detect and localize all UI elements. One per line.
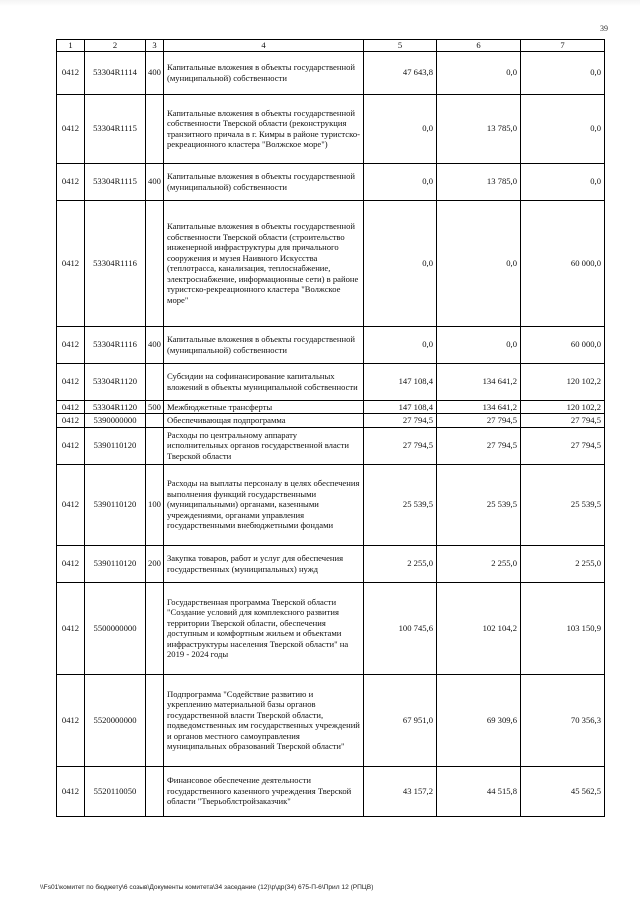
- amount-col-7: 2 255,0: [521, 545, 605, 582]
- amount-col-5: 47 643,8: [364, 51, 437, 94]
- row-name: Обеспечивающая подпрограмма: [164, 414, 364, 428]
- target-code: 5390110120: [85, 464, 146, 545]
- amount-col-5: 43 157,2: [364, 766, 437, 816]
- target-code: 53304R1115: [85, 163, 146, 200]
- amount-col-6: 44 515,8: [437, 766, 521, 816]
- table-row: [57, 363, 605, 400]
- section-code: 0412: [57, 94, 85, 163]
- amount-col-7: 45 562,5: [521, 766, 605, 816]
- amount-col-5: 67 951,0: [364, 674, 437, 766]
- amount-col-6: 134 641,2: [437, 363, 521, 400]
- target-code: 53304R1114: [85, 51, 146, 94]
- table-row: [57, 427, 605, 464]
- target-code: 53304R1116: [85, 326, 146, 363]
- footer-file-path: \\Fs01\комитет по бюджету\6 созыв\Документы комитета\34 заседание (12)\р\др(34) 675-П-6\Прил 12 (РПЦВ): [40, 884, 374, 891]
- row-name: Капитальные вложения в объекты государственной (муниципальной) собственности: [164, 163, 364, 200]
- amount-col-7: 120 102,2: [521, 400, 605, 414]
- amount-col-6: 13 785,0: [437, 94, 521, 163]
- section-code: 0412: [57, 674, 85, 766]
- amount-col-6: 69 309,6: [437, 674, 521, 766]
- amount-col-5: 0,0: [364, 163, 437, 200]
- expense-type: 400: [146, 163, 164, 200]
- amount-col-7: 25 539,5: [521, 464, 605, 545]
- row-name: Финансовое обеспечение деятельности государственного казенного учреждения Тверской области "Тверьоблстройзаказчик": [164, 766, 364, 816]
- section-code: 0412: [57, 427, 85, 464]
- row-name: Подпрограмма "Содействие развитию и укреплению материальной базы органов государственной власти Тверской области, подведомственных им государственных учреждений и органов местного самоуправления муниципальных образований Тверской области": [164, 674, 364, 766]
- section-code: 0412: [57, 545, 85, 582]
- amount-col-7: 120 102,2: [521, 363, 605, 400]
- header-cell: 6: [437, 40, 521, 52]
- row-name: Закупка товаров, работ и услуг для обеспечения государственных (муниципальных) нужд: [164, 545, 364, 582]
- expense-type: [146, 582, 164, 674]
- amount-col-5: 0,0: [364, 326, 437, 363]
- page-number: 39: [600, 24, 608, 33]
- amount-col-5: 0,0: [364, 200, 437, 326]
- amount-col-5: 147 108,4: [364, 363, 437, 400]
- expense-type: [146, 674, 164, 766]
- section-code: 0412: [57, 200, 85, 326]
- target-code: 53304R1120: [85, 400, 146, 414]
- amount-col-5: 0,0: [364, 94, 437, 163]
- amount-col-7: 0,0: [521, 51, 605, 94]
- amount-col-7: 27 794,5: [521, 427, 605, 464]
- section-code: 0412: [57, 766, 85, 816]
- expense-type: [146, 766, 164, 816]
- header-row: [57, 40, 605, 52]
- expense-type: 200: [146, 545, 164, 582]
- amount-col-7: 70 356,3: [521, 674, 605, 766]
- row-name: Межбюджетные трансферты: [164, 400, 364, 414]
- section-code: 0412: [57, 51, 85, 94]
- amount-col-7: 0,0: [521, 163, 605, 200]
- section-code: 0412: [57, 582, 85, 674]
- table-row: [57, 163, 605, 200]
- section-code: 0412: [57, 363, 85, 400]
- amount-col-5: 2 255,0: [364, 545, 437, 582]
- target-code: 5390110120: [85, 427, 146, 464]
- target-code: 5520000000: [85, 674, 146, 766]
- expense-type: [146, 414, 164, 428]
- amount-col-7: 60 000,0: [521, 326, 605, 363]
- amount-col-6: 2 255,0: [437, 545, 521, 582]
- table-row: [57, 400, 605, 414]
- expense-type: [146, 94, 164, 163]
- amount-col-6: 25 539,5: [437, 464, 521, 545]
- row-name: Субсидии на софинансирование капитальных вложений в объекты муниципальной собственности: [164, 363, 364, 400]
- amount-col-6: 13 785,0: [437, 163, 521, 200]
- header-cell: 2: [85, 40, 146, 52]
- amount-col-5: 27 794,5: [364, 427, 437, 464]
- row-name: Капитальные вложения в объекты государственной собственности Тверской области (строительство инженерной инфраструктуры для причального сооружения и музея Наивного Искусства (теплотрасса, канализация, теплоснабжение, электроснабжение, информационные сети) в районе туристско-рекреационного кластера "Волжское море": [164, 200, 364, 326]
- table-row: [57, 414, 605, 428]
- amount-col-6: 102 104,2: [437, 582, 521, 674]
- amount-col-5: 100 745,6: [364, 582, 437, 674]
- row-name: Государственная программа Тверской области "Создание условий для комплексного развития территории Тверской области, обеспечения доступным и комфортным жильем и объектами инфраструктуры населения Тверской области" на 2019 - 2024 годы: [164, 582, 364, 674]
- scan-edge: [0, 0, 640, 6]
- target-code: 5390110120: [85, 545, 146, 582]
- header-cell: 1: [57, 40, 85, 52]
- amount-col-7: 0,0: [521, 94, 605, 163]
- expense-type: 100: [146, 464, 164, 545]
- amount-col-6: 27 794,5: [437, 414, 521, 428]
- section-code: 0412: [57, 163, 85, 200]
- expense-type: 400: [146, 51, 164, 94]
- target-code: 53304R1116: [85, 200, 146, 326]
- section-code: 0412: [57, 326, 85, 363]
- row-name: Расходы по центральному аппарату исполнительных органов государственной власти Тверской области: [164, 427, 364, 464]
- target-code: 5390000000: [85, 414, 146, 428]
- section-code: 0412: [57, 400, 85, 414]
- section-code: 0412: [57, 414, 85, 428]
- expense-type: [146, 427, 164, 464]
- header-cell: 3: [146, 40, 164, 52]
- target-code: 53304R1120: [85, 363, 146, 400]
- expense-type: [146, 363, 164, 400]
- expense-type: 500: [146, 400, 164, 414]
- budget-table: [56, 39, 605, 817]
- table-row: [57, 94, 605, 163]
- target-code: 5500000000: [85, 582, 146, 674]
- row-name: Капитальные вложения в объекты государственной (муниципальной) собственности: [164, 51, 364, 94]
- amount-col-6: 27 794,5: [437, 427, 521, 464]
- row-name: Капитальные вложения в объекты государственной (муниципальной) собственности: [164, 326, 364, 363]
- header-cell: 4: [164, 40, 364, 52]
- table-row: [57, 51, 605, 94]
- amount-col-5: 25 539,5: [364, 464, 437, 545]
- expense-type: 400: [146, 326, 164, 363]
- amount-col-6: 0,0: [437, 326, 521, 363]
- row-name: Капитальные вложения в объекты государственной собственности Тверской области (реконструкция транзитного причала в г. Кимры в районе туристско-рекреационного кластера "Волжское море"): [164, 94, 364, 163]
- header-cell: 5: [364, 40, 437, 52]
- table-row: [57, 464, 605, 545]
- amount-col-6: 0,0: [437, 200, 521, 326]
- table-row: [57, 200, 605, 326]
- amount-col-6: 0,0: [437, 51, 521, 94]
- section-code: 0412: [57, 464, 85, 545]
- amount-col-5: 27 794,5: [364, 414, 437, 428]
- table-row: [57, 582, 605, 674]
- target-code: 5520110050: [85, 766, 146, 816]
- expense-type: [146, 200, 164, 326]
- header-cell: 7: [521, 40, 605, 52]
- amount-col-7: 27 794,5: [521, 414, 605, 428]
- table-row: [57, 326, 605, 363]
- amount-col-7: 60 000,0: [521, 200, 605, 326]
- budget-table-container: [56, 39, 604, 817]
- amount-col-5: 147 108,4: [364, 400, 437, 414]
- table-row: [57, 545, 605, 582]
- amount-col-7: 103 150,9: [521, 582, 605, 674]
- row-name: Расходы на выплаты персоналу в целях обеспечения выполнения функций государственными (муниципальными) органами, казенными учреждениями, органами управления государственными внебюджетными фондами: [164, 464, 364, 545]
- target-code: 53304R1115: [85, 94, 146, 163]
- table-row: [57, 766, 605, 816]
- table-row: [57, 674, 605, 766]
- amount-col-6: 134 641,2: [437, 400, 521, 414]
